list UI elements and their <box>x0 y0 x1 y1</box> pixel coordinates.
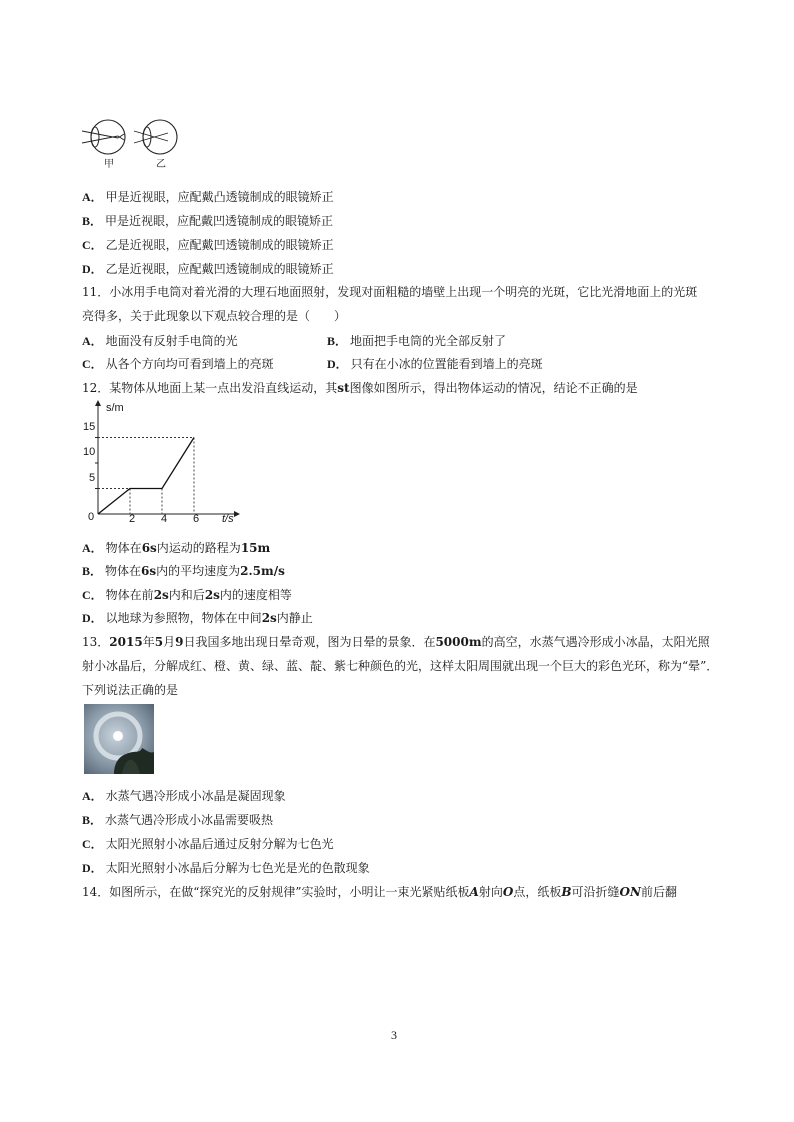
q13-stem-line1: 13．2015年5月9日我国多地出现日晕奇观，图为日晕的景象．在5000m的高空，水蒸气遇冷形成小冰晶，太阳光照 <box>82 635 710 649</box>
x-tick-4: 4 <box>161 513 168 525</box>
eye-label-b: 乙 <box>156 159 166 170</box>
q13-option-d: D． 太阳光照射小冰晶后分解为七色光是光的色散现象 <box>82 861 370 875</box>
q10-option-d: D． 乙是近视眼，应配戴凹透镜制成的眼镜矫正 <box>82 262 334 276</box>
q11-option-d: D． 只有在小冰的位置能看到墙上的亮斑 <box>327 357 543 371</box>
q13-option-b: B． 水蒸气遇冷形成小冰晶需要吸热 <box>82 813 274 827</box>
q14-stem: 14．如图所示，在做“探究光的反射规律”实验时，小明让一束光紧贴纸板A射向O点，纸板B可沿折缝ON前后翻 <box>82 885 677 899</box>
x-tick-2: 2 <box>129 513 136 525</box>
q12-option-d: D． 以地球为参照物，物体在中间2s内静止 <box>82 611 313 625</box>
q11-option-c: C． 从各个方向均可看到墙上的亮斑 <box>82 357 274 371</box>
st-graph <box>84 400 244 526</box>
q12-stem: 12．某物体从地面上某一点出发沿直线运动，其st图像如图所示，得出物体运动的情况，结论不正确的是 <box>82 381 638 395</box>
q13-option-a: A． 水蒸气遇冷形成小冰晶是凝固现象 <box>82 789 286 803</box>
q11-option-b: B． 地面把手电筒的光全部反射了 <box>327 334 507 348</box>
q11-stem-line1: 11．小冰用手电筒对着光滑的大理石地面照射，发现对面粗糙的墙壁上出现一个明亮的光斑，它比光滑地面上的光斑 <box>82 285 698 299</box>
q13-stem-line2: 射小冰晶后，分解成红、橙、黄、绿、蓝、靛、紫七种颜色的光，这样太阳周围就出现一个巨大的彩色光环，称为“晕”． <box>82 659 719 673</box>
eye-diagram <box>80 117 190 175</box>
q12-option-a: A． 物体在6s内运动的路程为15m <box>82 541 271 555</box>
q13-stem-line3: 下列说法正确的是 <box>82 683 179 697</box>
q10-option-a: A． 甲是近视眼，应配戴凸透镜制成的眼镜矫正 <box>82 190 334 204</box>
y-tick-5: 5 <box>89 472 96 484</box>
q11-stem-line2: 亮得多，关于此现象以下观点较合理的是（ ） <box>82 309 347 323</box>
x-tick-6: 6 <box>193 513 200 525</box>
origin-label: 0 <box>88 511 95 523</box>
solar-halo-photo <box>84 704 154 774</box>
q10-option-b: B． 甲是近视眼，应配戴凹透镜制成的眼镜矫正 <box>82 214 334 228</box>
y-axis-label: s/m <box>106 402 124 414</box>
x-axis-label: t/s <box>222 513 234 525</box>
y-tick-10: 10 <box>83 446 96 458</box>
q13-option-c: C． 太阳光照射小冰晶后通过反射分解为七色光 <box>82 837 334 851</box>
q11-option-a: A． 地面没有反射手电筒的光 <box>82 334 238 348</box>
y-tick-15: 15 <box>83 421 96 433</box>
q10-option-c: C． 乙是近视眼，应配戴凹透镜制成的眼镜矫正 <box>82 238 334 252</box>
page-number: 3 <box>391 1028 397 1042</box>
q12-option-c: C． 物体在前2s内和后2s内的速度相等 <box>82 588 292 602</box>
st-series-line <box>98 438 194 515</box>
eye-label-a: 甲 <box>104 159 114 170</box>
q12-option-b: B． 物体在6s内的平均速度为2.5m/s <box>82 564 285 578</box>
